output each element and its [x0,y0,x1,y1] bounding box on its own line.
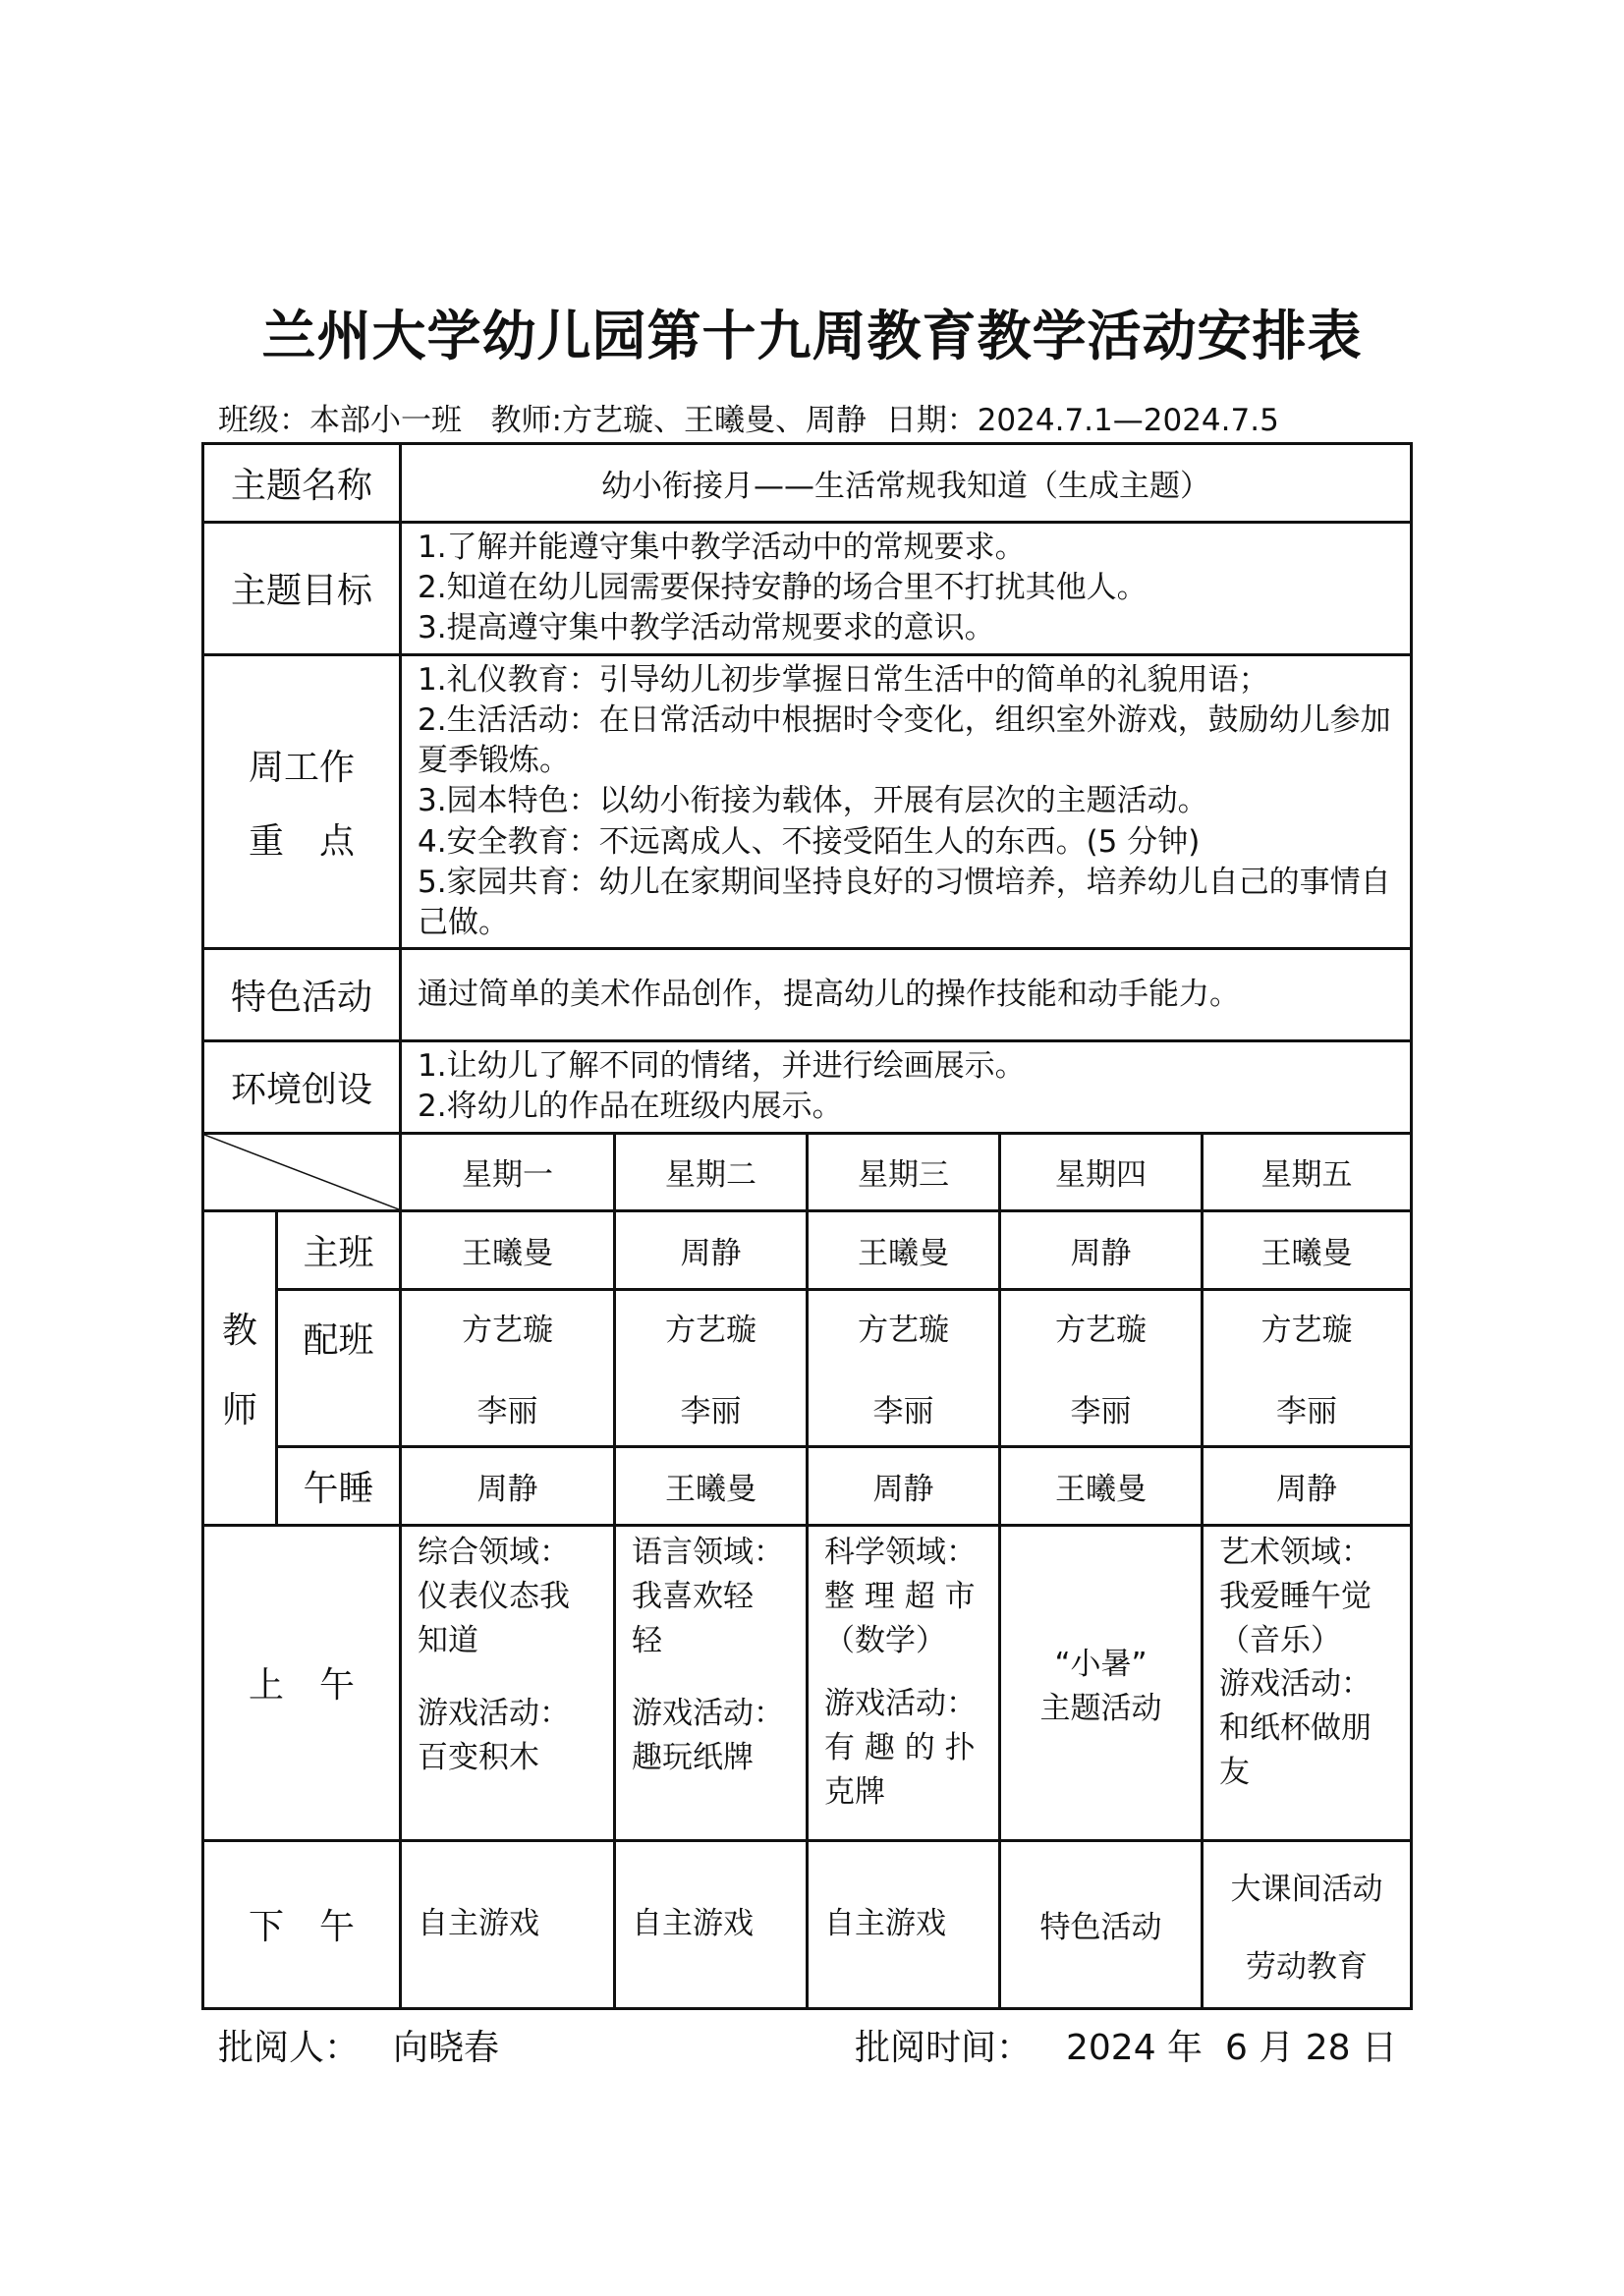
week-focus-label [203,654,401,949]
morning-row [203,1525,1412,1840]
assist-teacher-cell [1203,1289,1412,1446]
activity-line: 知道 [418,1622,479,1658]
activity-line: 轻 [632,1622,663,1658]
theme-goal-label: 主题目标 [203,523,401,655]
assist-teacher-label: 配班 [277,1289,401,1446]
assist-teacher-name: 李丽 [1070,1394,1132,1430]
activity-line: 和纸杯做朋 [1219,1710,1372,1747]
theme-goal-line: 2.知道在幼儿园需要保持安静的场合里不打扰其他人。 [418,570,1148,606]
special-activity-label: 特色活动 [203,949,401,1041]
activity-line: 克牌 [824,1774,886,1811]
assist-teacher-name: 方艺璇 [1260,1313,1353,1349]
activity-line: 我喜欢轻 [632,1578,755,1614]
assist-teacher-cell [1000,1289,1203,1446]
week-focus-row [203,654,1412,949]
week-focus-label-1: 周工作 [249,747,356,788]
assist-teacher-cell [808,1289,1000,1446]
week-focus-line: 2.生活活动：在日常活动中根据时令变化，组织室外游戏，鼓励幼儿参加夏季锻炼。 [418,701,1391,779]
weekday-header-row [203,1133,1412,1210]
afternoon-activity-monday: 自主游戏 [401,1840,615,2008]
activity-line: 语言领域： [632,1534,785,1570]
nap-teacher-cell: 王曦曼 [615,1446,808,1525]
review-time-value: 2024 年 6 月 28 日 [1066,2028,1397,2068]
diagonal-line [204,1135,399,1209]
activity-line: 主题活动 [1039,1690,1162,1726]
morning-activity-thursday [1000,1525,1203,1840]
activity-line: 大课间活动 [1230,1871,1383,1907]
class-info: 班级：本部小一班 教师:方艺璇、王曦曼、周静 日期：2024.7.1—2024.7.5 [218,403,1279,438]
environment-label: 环境创设 [203,1041,401,1133]
afternoon-activity-thursday: 特色活动 [1000,1840,1203,2008]
weekday-monday: 星期一 [401,1133,615,1210]
teacher-group-label-1: 教 [221,1311,257,1352]
week-focus-line: 1.礼仪教育：引导幼儿初步掌握日常生活中的简单的礼貌用语； [418,661,1269,698]
morning-activity-wednesday [808,1525,1000,1840]
theme-goal-content [401,523,1412,655]
activity-line: 整 理 超 市 [824,1578,976,1614]
assist-teacher-name: 方艺璇 [665,1313,757,1349]
morning-activity-friday [1203,1525,1412,1840]
activity-line: 游戏活动： [1219,1666,1372,1703]
morning-label: 上 午 [203,1525,401,1840]
activity-line: 游戏活动： [418,1696,571,1732]
main-teacher-cell: 王曦曼 [401,1210,615,1289]
activity-line: 百变积木 [418,1740,540,1776]
week-focus-line: 5.家园共育：幼儿在家期间坚持良好的习惯培养，培养幼儿自己的事情自己做。 [418,864,1391,940]
page-title: 兰州大学幼儿园第十九周教育教学活动安排表 [261,305,1363,367]
afternoon-activity-wednesday: 自主游戏 [808,1840,1000,2008]
afternoon-row [203,1840,1412,2008]
activity-line: 劳动教育 [1246,1948,1369,1985]
activity-line: 有 趣 的 扑 [824,1730,976,1766]
theme-goal-row [203,523,1412,655]
diagonal-header-cell [203,1133,401,1210]
reviewer-name: 向晓春 [393,2028,500,2068]
review-time-label: 批阅时间： [855,2028,1033,2068]
nap-teacher-row [203,1446,1412,1525]
assist-teacher-name: 李丽 [1276,1394,1338,1430]
afternoon-label: 下 午 [203,1840,401,2008]
assist-teacher-row [203,1289,1412,1446]
special-activity-value: 通过简单的美术作品创作，提高幼儿的操作技能和动手能力。 [401,949,1412,1041]
weekday-friday: 星期五 [1203,1133,1412,1210]
assist-teacher-name: 李丽 [680,1394,742,1430]
activity-line: 科学领域： [824,1534,978,1570]
environment-row [203,1041,1412,1133]
activity-line: 艺术领域： [1219,1534,1372,1570]
week-focus-line: 4.安全教育：不远离成人、不接受陌生人的东西。(5 分钟) [418,823,1201,860]
assist-teacher-name: 李丽 [872,1394,934,1430]
theme-name-row [203,444,1412,523]
environment-line: 2.将幼儿的作品在班级内展示。 [418,1089,843,1125]
nap-teacher-cell: 周静 [1203,1446,1412,1525]
main-teacher-cell: 王曦曼 [1203,1210,1412,1289]
main-teacher-cell: 周静 [1000,1210,1203,1289]
assist-teacher-cell [401,1289,615,1446]
assist-teacher-name: 方艺璇 [858,1313,950,1349]
week-focus-content [401,654,1412,949]
environment-content [401,1041,1412,1133]
afternoon-activity-tuesday: 自主游戏 [615,1840,808,2008]
activity-line: 趣玩纸牌 [632,1740,755,1776]
morning-activity-monday [401,1525,615,1840]
assist-teacher-name: 方艺璇 [462,1313,554,1349]
nap-teacher-cell: 周静 [808,1446,1000,1525]
activity-line: 我爱睡午觉 [1219,1578,1372,1614]
activity-line: 综合领域： [418,1534,571,1570]
week-focus-label-2: 重 点 [249,820,356,862]
activity-line: （音乐） [1219,1622,1342,1658]
activity-line: 仪表仪态我 [418,1578,571,1614]
weekday-thursday: 星期四 [1000,1133,1203,1210]
activity-line: 游戏活动： [824,1686,978,1722]
environment-line: 1.让幼儿了解不同的情绪，并进行绘画展示。 [418,1048,1026,1085]
teacher-group-label-2: 师 [221,1390,257,1431]
morning-activity-tuesday [615,1525,808,1840]
assist-teacher-name: 李丽 [476,1394,538,1430]
theme-name-value: 幼小衔接月——生活常规我知道（生成主题） [401,444,1412,523]
theme-goal-line: 1.了解并能遵守集中教学活动中的常规要求。 [418,530,1026,565]
main-teacher-label: 主班 [277,1210,401,1289]
nap-teacher-cell: 王曦曼 [1000,1446,1203,1525]
assist-teacher-cell [615,1289,808,1446]
activity-line: （数学） [824,1622,947,1658]
afternoon-activity-friday [1203,1840,1412,2008]
main-teacher-cell: 周静 [615,1210,808,1289]
activity-line: 游戏活动： [632,1696,785,1732]
nap-teacher-cell: 周静 [401,1446,615,1525]
activity-line: 友 [1219,1755,1251,1791]
special-activity-row [203,949,1412,1041]
assist-teacher-name: 方艺璇 [1055,1313,1148,1349]
schedule-table [201,442,1413,2010]
theme-goal-line: 3.提高遵守集中教学活动常规要求的意识。 [418,610,995,646]
activity-line: “小暑” [1054,1646,1148,1682]
week-focus-line: 3.园本特色：以幼小衔接为载体，开展有层次的主题活动。 [418,783,1208,819]
reviewer-label: 批阅人： [218,2028,361,2068]
weekday-wednesday: 星期三 [808,1133,1000,1210]
nap-teacher-label: 午睡 [277,1446,401,1525]
teacher-group-label [203,1210,277,1525]
weekday-tuesday: 星期二 [615,1133,808,1210]
main-teacher-row [203,1210,1412,1289]
theme-name-label: 主题名称 [203,444,401,523]
main-teacher-cell: 王曦曼 [808,1210,1000,1289]
